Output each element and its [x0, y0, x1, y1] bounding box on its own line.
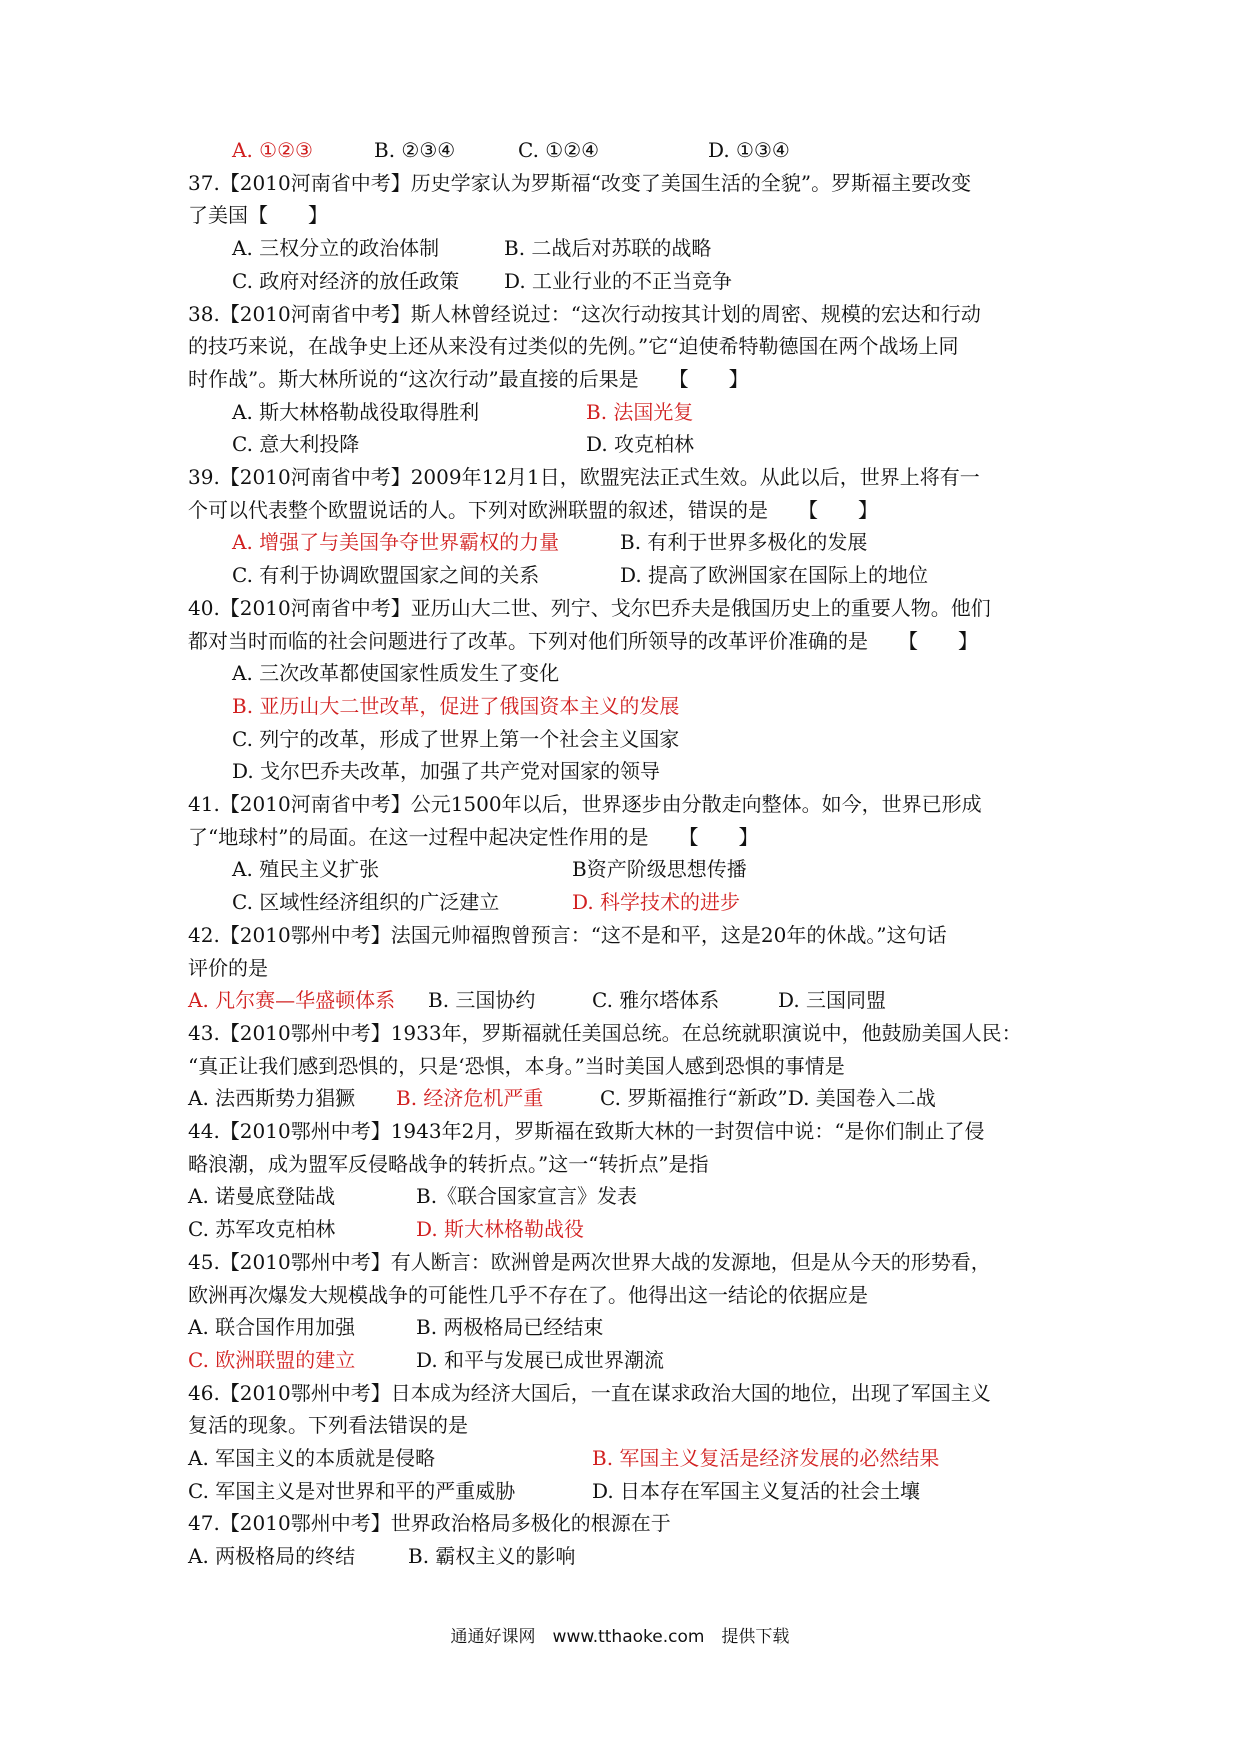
- text-segment: D. ①③④: [708, 138, 790, 162]
- text-segment: C. 罗斯福推行“新政”D. 美国卷入二战: [600, 1086, 936, 1111]
- text-segment: D. 工业行业的不正当竞争: [504, 268, 733, 293]
- text-segment: B. 霸权主义的影响: [408, 1544, 576, 1569]
- text-segment: B. 有利于世界多极化的发展: [620, 530, 868, 555]
- text-segment: A. 法西斯势力猖獗: [188, 1086, 356, 1111]
- text-segment: 37.【2010河南省中考】历史学家认为罗斯福“改变了美国生活的全貌”。罗斯福主要改变: [188, 170, 972, 195]
- text-segment: A. 联合国作用加强: [188, 1315, 356, 1340]
- text-segment: C. 有利于协调欧盟国家之间的关系: [232, 563, 540, 588]
- text-segment: D. 三国同盟: [778, 988, 887, 1013]
- text-segment: C. 军国主义是对世界和平的严重威胁: [188, 1478, 516, 1503]
- answer-text: B. 亚历山大二世改革，促进了俄国资本主义的发展: [232, 693, 680, 718]
- text-segment: A. 殖民主义扩张: [232, 857, 380, 882]
- text-segment: A. 军国主义的本质就是侵略: [188, 1446, 436, 1470]
- text-segment: 欧洲再次爆发大规模战争的可能性几乎不存在了。他得出这一结论的依据应是: [188, 1282, 868, 1307]
- text-segment: B.《联合国家宣言》发表: [416, 1184, 638, 1209]
- text-segment: A. 诺曼底登陆战: [188, 1184, 336, 1209]
- text-segment: B. 两极格局已经结束: [416, 1315, 604, 1340]
- text-segment: B. ②③④: [374, 138, 456, 162]
- answer-text: A. 增强了与美国争夺世界霸权的力量: [232, 530, 560, 555]
- text-segment: D. 戈尔巴乔夫改革，加强了共产党对国家的领导: [232, 759, 661, 784]
- text-segment: 都对当时而临的社会问题进行了改革。下列对他们所领导的改革评价准确的是 【 】: [188, 628, 978, 653]
- text-segment: B资产阶级思想传播: [572, 857, 747, 882]
- text-segment: 43.【2010鄂州中考】1933年，罗斯福就任美国总统。在总统就职演说中，他鼓励美国人民：: [188, 1020, 1022, 1045]
- answer-text: D. 斯大林格勒战役: [416, 1217, 585, 1242]
- answer-text: B. 军国主义复活是经济发展的必然结果: [592, 1446, 940, 1470]
- text-segment: 时作战”。斯大林所说的“这次行动”最直接的后果是 【 】: [188, 366, 749, 391]
- page-footer: 通通好课网 www.tthaoke.com 提供下载: [450, 1627, 790, 1647]
- text-segment: 了美国【 】: [188, 203, 328, 228]
- text-segment: 复活的现象。下列看法错误的是: [188, 1413, 468, 1438]
- answer-text: A. ①②③: [232, 138, 313, 162]
- text-segment: C. ①②④: [518, 138, 600, 162]
- text-segment: 39.【2010河南省中考】2009年12月1日，欧盟宪法正式生效。从此以后，世界上将有一: [188, 465, 980, 489]
- text-segment: A. 三权分立的政治体制: [232, 236, 440, 261]
- answer-text: C. 欧洲联盟的建立: [188, 1347, 356, 1372]
- text-segment: D. 攻克柏林: [586, 432, 695, 457]
- text-segment: 40.【2010河南省中考】亚历山大二世、列宁、戈尔巴乔夫是俄国历史上的重要人物。他们: [188, 595, 991, 620]
- text-segment: A. 三次改革都使国家性质发生了变化: [232, 661, 560, 686]
- text-segment: 47.【2010鄂州中考】世界政治格局多极化的根源在于: [188, 1511, 671, 1536]
- text-segment: 38.【2010河南省中考】斯人林曾经说过：“这次行动按其计划的周密、规模的宏达和行动: [188, 301, 981, 326]
- text-segment: C. 列宁的改革，形成了世界上第一个社会主义国家: [232, 726, 680, 751]
- text-segment: C. 雅尔塔体系: [592, 988, 720, 1013]
- text-segment: D. 提高了欧洲国家在国际上的地位: [620, 563, 929, 588]
- text-segment: 了“地球村”的局面。在这一过程中起决定性作用的是 【 】: [188, 824, 759, 849]
- text-segment: 个可以代表整个欧盟说话的人。下列对欧洲联盟的叙述，错误的是 【 】: [188, 497, 878, 522]
- text-segment: C. 政府对经济的放任政策: [232, 268, 460, 293]
- text-segment: 41.【2010河南省中考】公元1500年以后，世界逐步由分散走向整体。如今，世界已形成: [188, 792, 982, 816]
- text-segment: 45.【2010鄂州中考】有人断言：欧洲曾是两次世界大战的发源地，但是从今天的形势看，: [188, 1249, 991, 1274]
- answer-text: B. 法国光复: [586, 399, 694, 424]
- answer-text: B. 经济危机严重: [396, 1086, 544, 1111]
- answer-text: D. 科学技术的进步: [572, 890, 741, 915]
- text-segment: D. 和平与发展已成世界潮流: [416, 1347, 665, 1372]
- text-segment: “真正让我们感到恐惧的，只是‘恐惧，本身。”当时美国人感到恐惧的事情是: [188, 1053, 845, 1078]
- text-segment: C. 意大利投降: [232, 432, 360, 457]
- text-segment: 评价的是: [188, 955, 268, 980]
- text-segment: 的技巧来说，在战争史上还从来没有过类似的先例。”它“迫使希特勒德国在两个战场上同: [188, 334, 959, 359]
- text-segment: B. 二战后对苏联的战略: [504, 236, 712, 261]
- text-segment: C. 区域性经济组织的广泛建立: [232, 890, 500, 915]
- text-segment: A. 两极格局的终结: [188, 1544, 356, 1569]
- text-segment: C. 苏军攻克柏林: [188, 1217, 336, 1242]
- answer-text: A. 凡尔赛—华盛顿体系: [188, 988, 396, 1013]
- text-segment: 46.【2010鄂州中考】日本成为经济大国后，一直在谋求政治大国的地位，出现了军国主义: [188, 1380, 991, 1405]
- text-segment: 42.【2010鄂州中考】法国元帅福煦曾预言：“这不是和平，这是20年的休战。”这句话: [188, 922, 947, 947]
- text-segment: A. 斯大林格勒战役取得胜利: [232, 399, 480, 424]
- text-segment: D. 日本存在军国主义复活的社会土壤: [592, 1478, 921, 1503]
- text-segment: 44.【2010鄂州中考】1943年2月，罗斯福在致斯大林的一封贺信中说：“是你们制止了侵: [188, 1119, 985, 1143]
- text-segment: 略浪潮，成为盟军反侵略战争的转折点。”这一“转折点”是指: [188, 1151, 709, 1176]
- text-segment: B. 三国协约: [428, 988, 536, 1013]
